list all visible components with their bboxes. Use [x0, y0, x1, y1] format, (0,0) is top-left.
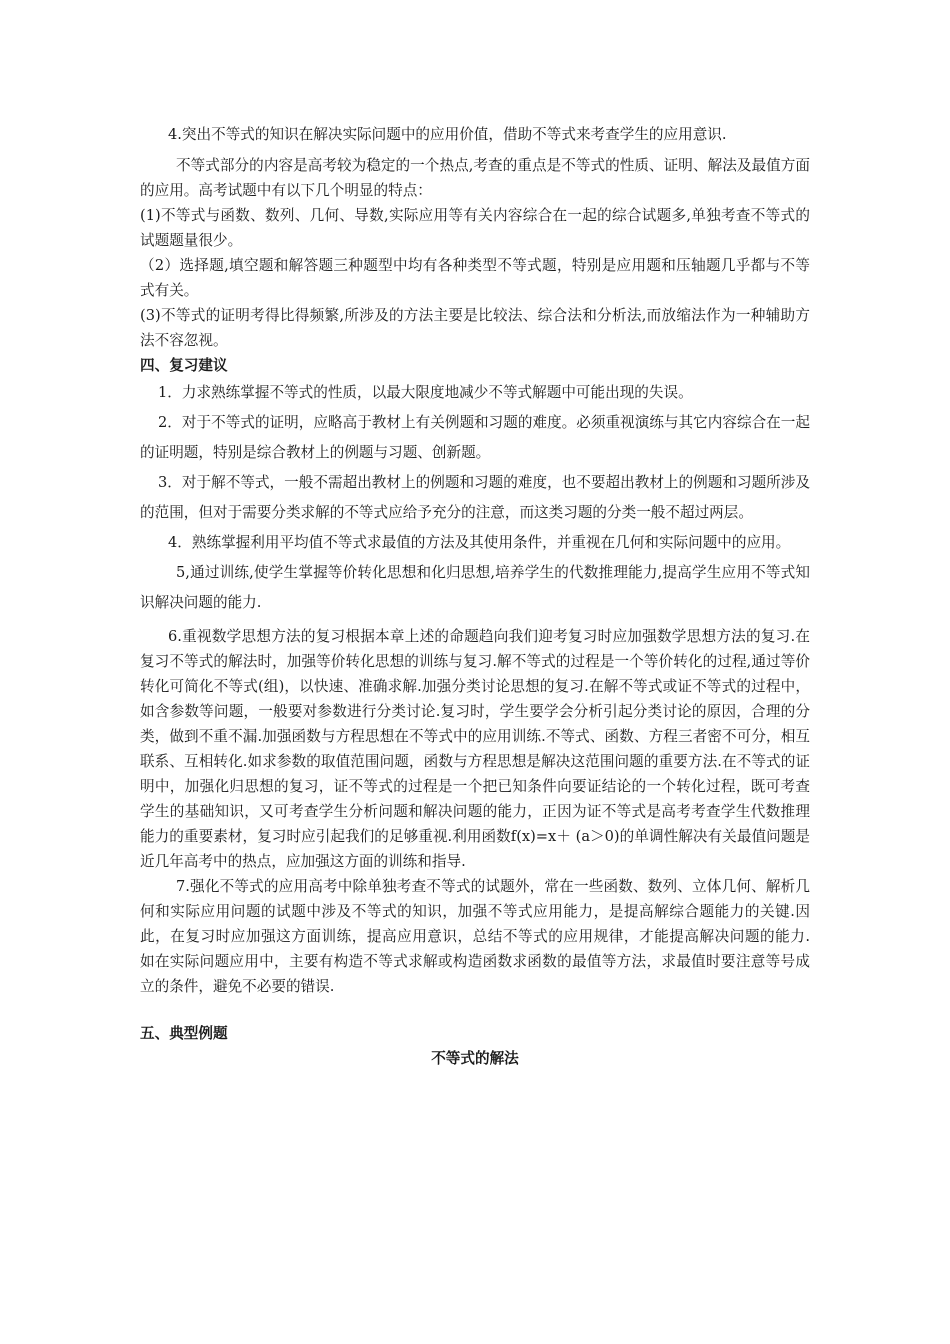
- feature-3: (3)不等式的证明考得比得频繁,所涉及的方法主要是比较法、综合法和分析法,而放缩法作为一种辅助方法不容忽视。: [140, 307, 810, 349]
- suggestion-5: 5,通过训练,使学生掌握等价转化思想和化归思想,培养学生的代数推理能力,提高学生应用不等式知识解决问题的能力.: [140, 564, 810, 611]
- suggestion-4: 4．熟练掌握利用平均值不等式求最值的方法及其使用条件，并重视在几何和实际问题中的应用。: [168, 534, 791, 551]
- section-5-subtitle: 不等式的解法: [431, 1050, 519, 1067]
- feature-2: （2）选择题,填空题和解答题三种题型中均有各种类型不等式题，特别是应用题和压轴题几乎都与不等式有关。: [140, 257, 810, 299]
- section-4-heading: 四、复习建议: [140, 357, 228, 374]
- intro-summary: 不等式部分的内容是高考较为稳定的一个热点,考查的重点是不等式的性质、证明、解法及最值方面的应用。高考试题中有以下几个明显的特点：: [140, 157, 810, 199]
- intro-item-4: 4.突出不等式的知识在解决实际问题中的应用价值，借助不等式来考查学生的应用意识.: [168, 126, 727, 143]
- suggestion-7: 7.强化不等式的应用高考中除单独考查不等式的试题外，常在一些函数、数列、立体几何、解析几何和实际应用问题的试题中涉及不等式的知识，加强不等式应用能力，是提高解综合题能力的关键.因此，在复习时应加强这方面训练，提高应用意识，总结不等式的应用规律，才能提高解决问题的能力. 如在实际问题应用中，主要有构造不等式求解或构造函数求函数的最值等方法，求最值时要注意等号成立的条件，避免不必要的错误.: [140, 878, 840, 995]
- section-5-heading: 五、典型例题: [140, 1025, 228, 1042]
- suggestion-6: 6.重视数学思想方法的复习根据本章上述的命题趋向我们迎考复习时应加强数学思想方法的复习.在复习不等式的解法时，加强等价转化思想的训练与复习.解不等式的过程是一个等价转化的过程,通过等价转化可简化不等式(组)，以快速、准确求解.加强分类讨论思想的复习.在解不等式或证不等式的过程中，如含参数等问题，一般要对参数进行分类讨论.复习时，学生要学会分析引起分类讨论的原因，合理的分类，做到不重不漏.加强函数与方程思想在不等式中的应用训练.不等式、函数、方程三者密不可分，相互联系、互相转化.如求参数的取值范围问题，函数与方程思想是解决这范围问题的重要方法.在不等式的证明中，加强化归思想的复习，证不等式的过程是一个把已知条件向要证结论的一个转化过程，既可考查学生的基础知识，又可考查学生分析问题和解决问题的能力，正因为证不等式是高考考查学生代数推理能力的重要素材，复习时应引起我们的足够重视.利用函数f(x)=x＋ (a＞0)的单调性解决有关最值问题是近几年高考中的热点，应加强这方面的训练和指导.: [140, 628, 810, 870]
- feature-1: (1)不等式与函数、数列、几何、导数,实际应用等有关内容综合在一起的综合试题多,单独考查不等式的试题题量很少。: [140, 207, 810, 249]
- suggestion-2: 2．对于不等式的证明，应略高于教材上有关例题和习题的难度。必须重视演练与其它内容综合在一起的证明题，特别是综合教材上的例题与习题、创新题。: [140, 414, 810, 461]
- document-page: [140, 122, 840, 1071]
- suggestion-1: 1．力求熟练掌握不等式的性质，以最大限度地减少不等式解题中可能出现的失误。: [158, 384, 693, 401]
- suggestion-3: 3．对于解不等式，一般不需超出教材上的例题和习题的难度，也不要超出教材上的例题和习题所涉及的范围，但对于需要分类求解的不等式应给予充分的注意，而这类习题的分类一般不超过两层。: [140, 474, 810, 521]
